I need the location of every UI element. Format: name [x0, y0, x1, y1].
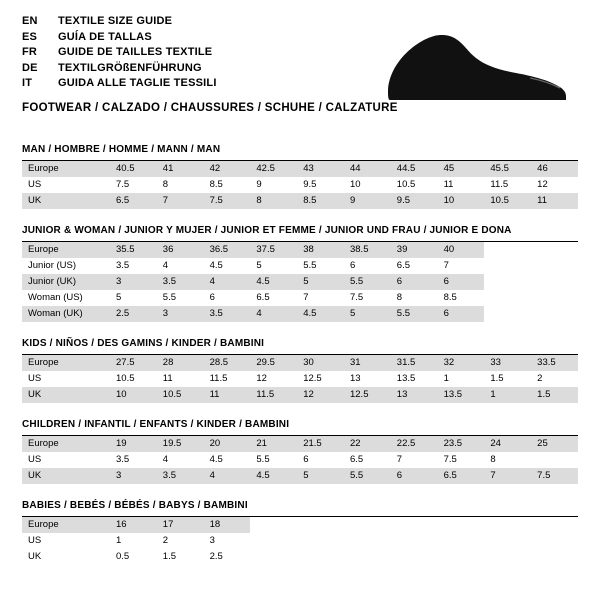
size-cell	[484, 517, 531, 533]
size-cell: 2	[162, 535, 169, 546]
size-cell: 10	[438, 193, 485, 209]
language-title: GUIDA ALLE TAGLIE TESSILI	[58, 77, 217, 89]
size-cell: 2.5	[110, 306, 157, 322]
table-row	[22, 258, 578, 274]
size-table	[22, 436, 578, 484]
row-label: US	[28, 454, 42, 465]
size-cell: 3	[110, 274, 157, 290]
size-cell: 1.5	[490, 373, 504, 384]
size-cell: 5	[256, 260, 262, 271]
size-cell: 10.5	[484, 193, 531, 209]
size-section-junior-woman	[22, 225, 578, 322]
size-cell: 12.5	[303, 373, 322, 384]
size-table	[22, 161, 578, 209]
size-cell: 30	[297, 355, 344, 371]
size-cell: 42.5	[250, 161, 297, 177]
size-sections	[22, 144, 578, 565]
language-code: IT	[22, 77, 33, 89]
size-cell: 13.5	[396, 373, 416, 384]
size-cell: 6.5	[438, 468, 485, 484]
size-cell: 1	[116, 535, 122, 546]
size-cell: 3	[110, 468, 157, 484]
row-label: Europe	[22, 517, 110, 533]
size-cell: 11.5	[209, 373, 228, 384]
size-cell: 38.5	[344, 242, 391, 258]
size-cell: 5	[116, 292, 122, 303]
table-row	[22, 468, 578, 484]
size-cell: 4	[250, 306, 297, 322]
size-cell: 35.5	[110, 242, 157, 258]
size-cell: 39	[391, 242, 438, 258]
size-cell: 5	[297, 468, 344, 484]
row-label: US	[28, 535, 42, 546]
table-row	[22, 387, 578, 403]
row-label: Junior (US)	[28, 260, 77, 271]
language-title: GUÍA DE TALLAS	[58, 30, 152, 43]
size-cell: 6	[391, 274, 438, 290]
size-cell: 41	[157, 161, 204, 177]
size-cell	[531, 549, 578, 565]
size-cell: 20	[204, 436, 251, 452]
size-table	[22, 355, 578, 403]
size-cell: 22.5	[391, 436, 438, 452]
size-cell: 21.5	[297, 436, 344, 452]
size-cell: 8	[162, 179, 169, 190]
size-cell: 13	[349, 373, 361, 384]
size-cell: 12	[256, 373, 267, 384]
size-cell: 4.5	[209, 260, 223, 271]
size-cell: 11	[443, 179, 454, 190]
size-cell	[484, 533, 531, 549]
size-cell: 3.5	[157, 468, 204, 484]
size-cell: 8	[250, 193, 297, 209]
size-cell: 5.5	[391, 306, 438, 322]
size-cell: 46	[531, 161, 578, 177]
size-cell: 21	[250, 436, 297, 452]
size-cell: 12	[297, 387, 344, 403]
size-cell: 1.5	[162, 551, 177, 562]
size-cell: 3.5	[157, 274, 204, 290]
section-title: CHILDREN / INFANTIL / ENFANTS / KINDER / BAMBINI	[22, 419, 578, 436]
size-cell: 45.5	[484, 161, 531, 177]
size-cell: 9	[344, 193, 391, 209]
size-cell: 4.5	[297, 306, 344, 322]
size-cell: 11.5	[490, 179, 509, 190]
size-cell	[438, 533, 485, 549]
size-cell: 7	[484, 468, 531, 484]
size-cell: 12.5	[344, 387, 391, 403]
table-row	[22, 436, 578, 452]
size-cell: 33	[484, 355, 531, 371]
size-cell: 2	[537, 373, 543, 384]
size-cell	[438, 517, 485, 533]
size-cell: 12	[537, 179, 548, 190]
row-label: UK	[22, 468, 110, 484]
size-cell: 33.5	[531, 355, 578, 371]
size-cell: 3	[157, 306, 204, 322]
size-cell: 7	[443, 260, 449, 271]
size-cell: 6.5	[110, 193, 157, 209]
language-title-list	[22, 14, 217, 92]
table-row	[22, 517, 578, 533]
category-heading: FOOTWEAR / CALZADO / CHAUSSURES / SCHUHE / CALZATURE	[22, 101, 398, 114]
size-cell: 11	[204, 387, 251, 403]
size-cell	[250, 533, 297, 549]
table-row	[22, 177, 578, 193]
size-cell: 8.5	[209, 179, 223, 190]
size-cell: 3.5	[116, 454, 130, 465]
size-cell: 8.5	[297, 193, 344, 209]
size-cell: 40	[438, 242, 485, 258]
size-cell: 11	[162, 373, 173, 384]
size-cell	[531, 517, 578, 533]
size-cell: 10.5	[116, 373, 135, 384]
size-cell: 4.5	[250, 274, 297, 290]
size-cell	[531, 452, 578, 468]
size-cell: 1	[484, 387, 531, 403]
size-cell: 3.5	[204, 306, 251, 322]
row-label: Woman (US)	[28, 292, 83, 303]
language-code: EN	[22, 15, 38, 27]
size-cell: 4.5	[209, 454, 223, 465]
size-section-kids	[22, 338, 578, 403]
size-cell: 13	[391, 387, 438, 403]
row-label: UK	[22, 387, 110, 403]
language-title: TEXTILE SIZE GUIDE	[58, 15, 173, 27]
size-cell: 8	[490, 454, 496, 465]
dress-shoe-icon	[380, 30, 570, 108]
size-cell: 6.5	[256, 292, 270, 303]
size-section-man	[22, 144, 578, 209]
size-cell: 37.5	[250, 242, 297, 258]
size-cell: 6.5	[396, 260, 410, 271]
section-title: BABIES / BEBÉS / BÉBÉS / BABYS / BAMBINI	[22, 500, 578, 517]
size-cell: 28.5	[204, 355, 251, 371]
table-row	[22, 274, 578, 290]
size-cell: 0.5	[116, 551, 130, 562]
size-cell: 1.5	[531, 387, 578, 403]
section-title: MAN / HOMBRE / HOMME / MANN / MAN	[22, 144, 578, 161]
size-cell: 1	[443, 373, 449, 384]
table-row	[22, 549, 578, 565]
size-cell: 25	[531, 436, 578, 452]
row-label: UK	[22, 193, 110, 209]
size-cell: 45	[438, 161, 485, 177]
size-cell: 4	[162, 454, 169, 465]
size-cell: 36.5	[204, 242, 251, 258]
size-section-babies	[22, 500, 578, 565]
size-cell: 7.5	[349, 292, 364, 303]
size-cell: 8	[396, 292, 403, 303]
size-cell: 6	[391, 468, 438, 484]
table-row	[22, 290, 578, 306]
table-row	[22, 242, 578, 258]
size-cell	[250, 549, 297, 565]
size-cell	[391, 549, 438, 565]
size-cell: 6.5	[349, 454, 364, 465]
row-label: Junior (UK)	[22, 274, 110, 290]
section-title: KIDS / NIÑOS / DES GAMINS / KINDER / BAMBINI	[22, 338, 578, 355]
size-cell: 31	[344, 355, 391, 371]
size-cell	[297, 549, 344, 565]
row-label: US	[28, 179, 42, 190]
size-cell: 5.5	[303, 260, 317, 271]
size-cell: 7	[396, 454, 403, 465]
size-cell: 3.5	[116, 260, 130, 271]
size-section-children	[22, 419, 578, 484]
row-label: Europe	[22, 355, 110, 371]
section-title: JUNIOR & WOMAN / JUNIOR Y MUJER / JUNIOR ET FEMME / JUNIOR UND FRAU / JUNIOR E DONA	[22, 225, 578, 242]
size-cell	[250, 517, 297, 533]
size-cell: 5	[344, 306, 391, 322]
size-cell: 4	[204, 468, 251, 484]
size-cell: 5.5	[344, 274, 391, 290]
size-cell	[344, 549, 391, 565]
size-cell: 6	[438, 306, 485, 322]
size-table	[22, 517, 578, 565]
size-cell	[297, 517, 344, 533]
size-cell: 7.5	[116, 179, 130, 190]
size-cell: 10	[110, 387, 157, 403]
size-cell: 19.5	[157, 436, 204, 452]
size-cell: 38	[297, 242, 344, 258]
size-cell: 24	[484, 436, 531, 452]
size-cell: 7	[303, 292, 309, 303]
size-cell: 5.5	[344, 468, 391, 484]
size-cell: 10.5	[396, 179, 416, 190]
size-cell: 16	[110, 517, 157, 533]
size-cell: 43	[297, 161, 344, 177]
table-row	[22, 533, 578, 549]
size-cell	[531, 533, 578, 549]
language-code: FR	[22, 46, 38, 58]
language-row	[22, 45, 217, 61]
size-cell: 31.5	[391, 355, 438, 371]
table-row	[22, 371, 578, 387]
size-cell: 29.5	[250, 355, 297, 371]
size-cell: 7.5	[531, 468, 578, 484]
language-row	[22, 76, 217, 92]
table-row	[22, 306, 578, 322]
size-cell: 3	[209, 535, 215, 546]
row-label: Europe	[22, 242, 110, 258]
size-cell: 27.5	[110, 355, 157, 371]
size-cell: 6	[438, 274, 485, 290]
size-cell	[344, 517, 391, 533]
size-cell: 44	[344, 161, 391, 177]
size-cell: 7.5	[443, 454, 457, 465]
size-cell: 10	[349, 179, 361, 190]
language-title: GUIDE DE TAILLES TEXTILE	[58, 46, 213, 58]
size-cell: 5.5	[256, 454, 270, 465]
size-cell	[391, 533, 438, 549]
size-table	[22, 242, 578, 322]
row-label: Europe	[22, 161, 110, 177]
size-cell: 19	[110, 436, 157, 452]
size-cell: 44.5	[391, 161, 438, 177]
size-cell: 4.5	[250, 468, 297, 484]
page-header	[22, 14, 578, 114]
size-cell: 23.5	[438, 436, 485, 452]
size-cell: 4	[162, 260, 169, 271]
table-row	[22, 161, 578, 177]
table-row	[22, 355, 578, 371]
table-row	[22, 193, 578, 209]
size-cell: 6	[209, 292, 215, 303]
row-label: UK	[28, 551, 42, 562]
row-label: Woman (UK)	[22, 306, 110, 322]
size-cell: 11	[531, 193, 578, 209]
size-cell: 8.5	[443, 292, 457, 303]
size-cell: 40.5	[110, 161, 157, 177]
language-row	[22, 14, 217, 30]
size-cell: 9	[256, 179, 262, 190]
size-cell: 4	[204, 274, 251, 290]
size-cell	[297, 533, 344, 549]
size-cell	[391, 517, 438, 533]
size-cell: 22	[344, 436, 391, 452]
language-title: TEXTILGRÖßENFÜHRUNG	[58, 61, 202, 74]
size-cell: 9.5	[303, 179, 317, 190]
size-cell: 36	[157, 242, 204, 258]
size-cell: 42	[204, 161, 251, 177]
size-cell: 32	[438, 355, 485, 371]
row-label: US	[28, 373, 42, 384]
size-cell: 17	[157, 517, 204, 533]
size-cell: 9.5	[391, 193, 438, 209]
table-row	[22, 452, 578, 468]
size-cell: 5	[297, 274, 344, 290]
size-cell: 7	[157, 193, 204, 209]
size-cell: 5.5	[162, 292, 177, 303]
row-label: Europe	[22, 436, 110, 452]
size-cell: 11.5	[250, 387, 297, 403]
size-cell	[344, 533, 391, 549]
size-cell: 6	[349, 260, 356, 271]
size-cell: 2.5	[209, 551, 223, 562]
size-cell: 7.5	[204, 193, 251, 209]
size-cell: 28	[157, 355, 204, 371]
language-row	[22, 61, 217, 77]
size-cell: 18	[204, 517, 251, 533]
language-code: DE	[22, 61, 38, 74]
size-cell	[438, 549, 485, 565]
size-cell: 10.5	[157, 387, 204, 403]
size-cell	[484, 549, 531, 565]
language-row	[22, 30, 217, 46]
size-cell: 6	[303, 454, 309, 465]
language-code: ES	[22, 30, 38, 43]
size-cell: 13.5	[438, 387, 485, 403]
